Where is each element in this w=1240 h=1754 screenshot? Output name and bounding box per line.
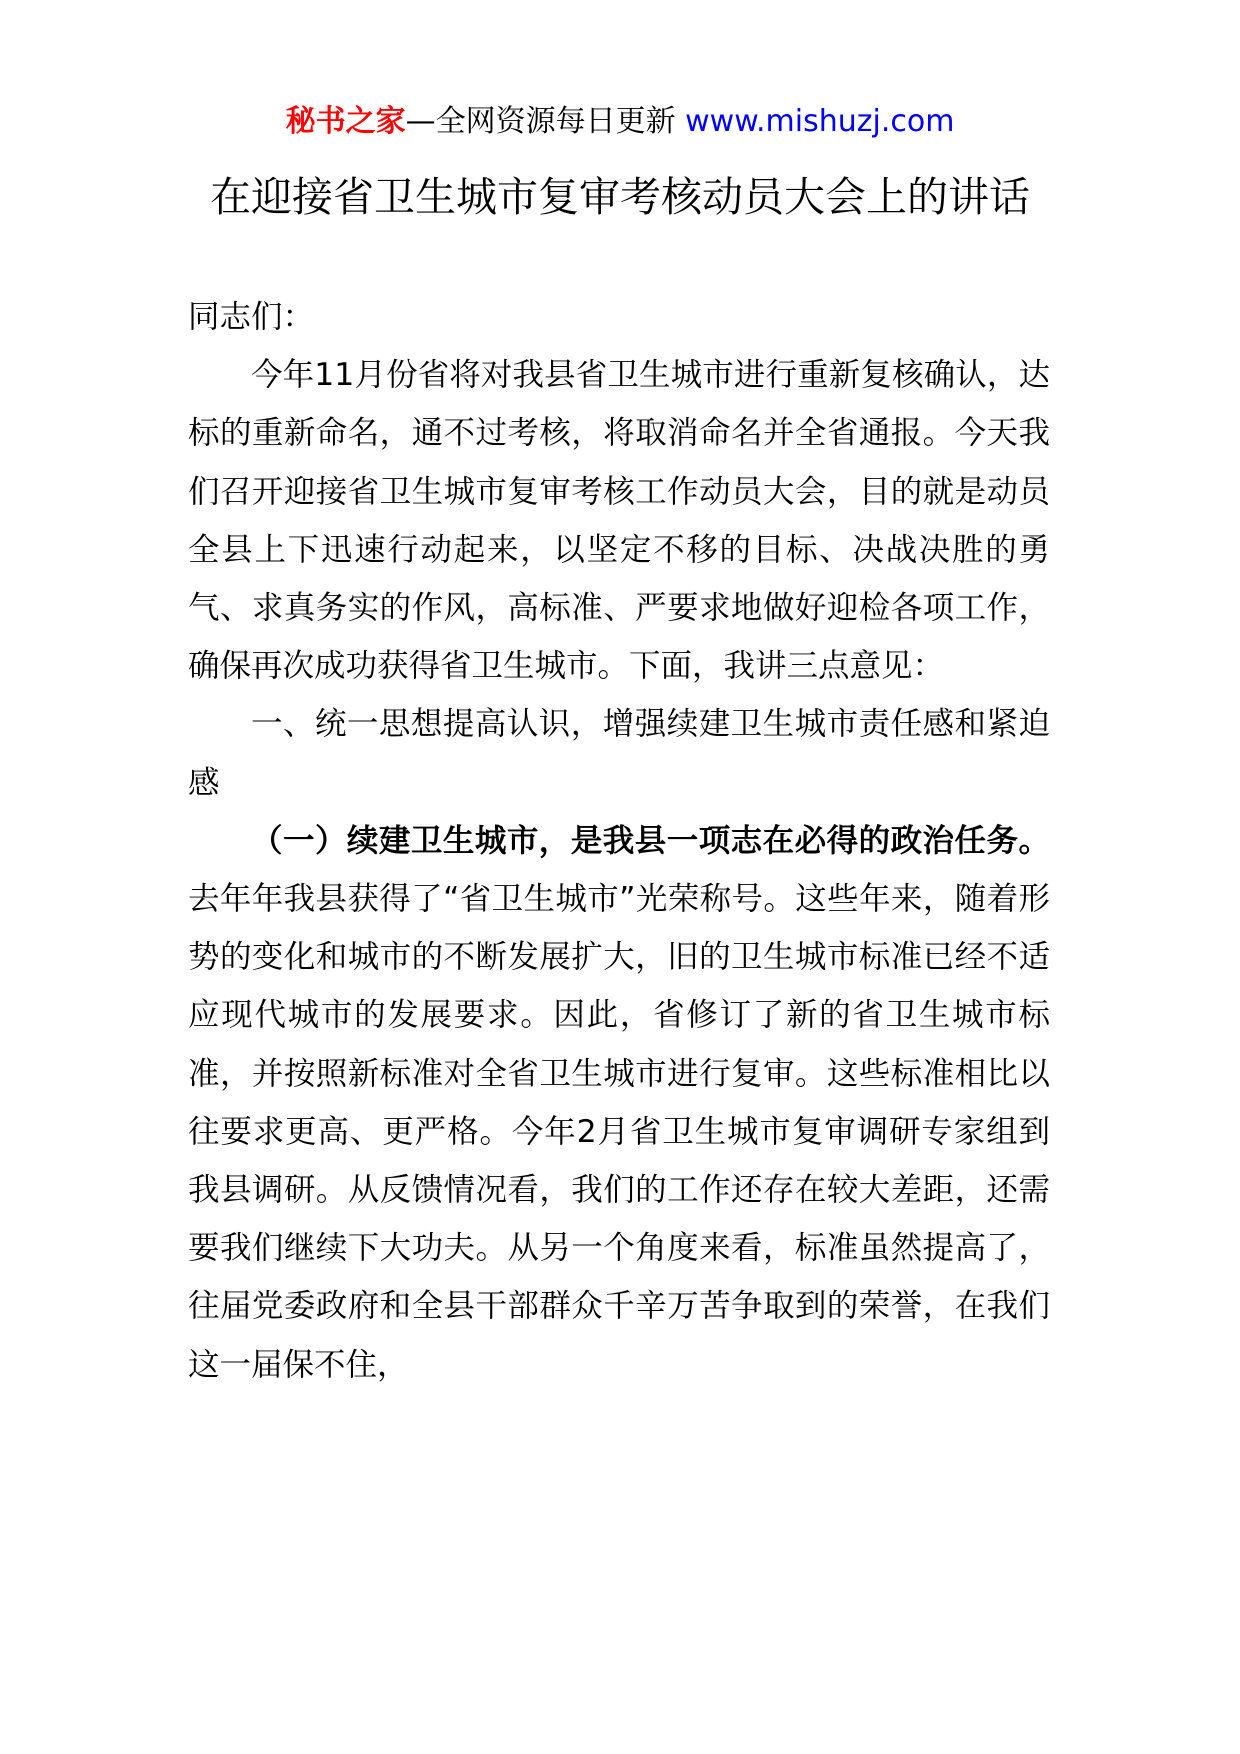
salutation: 同志们：	[188, 299, 315, 335]
paragraph-intro: 今年11月份省将对我县省卫生城市进行重新复核确认，达标的重新命名，通不过考核，将取消命名并全省通报。今天我们召开迎接省卫生城市复审考核工作动员大会，目的就是动员全县上下迅速行动起来，以坚定不移的目标、决战决胜的勇气、求真务实的作风，高标准、严要求地做好迎检各项工作，确保再次成功获得省卫生城市。下面，我讲三点意见：	[188, 357, 1050, 685]
document-title: 在迎接省卫生城市复审考核动员大会上的讲话	[210, 173, 1030, 221]
subsection-text: 去年年我县获得了“省卫生城市”光荣称号。这些年来，随着形势的变化和城市的不断发展扩大，旧的卫生城市标准已经不适应现代城市的发展要求。因此，省修订了新的省卫生城市标准，并按照新标准对全省卫生城市进行复审。这些标准相比以往要求更高、更严格。今年2月省卫生城市复审调研专家组到我县调研。从反馈情况看，我们的工作还存在较大差距，还需要我们继续下大功夫。从另一个角度来看，标准虽然提高了，往届党委政府和全县干部群众千辛万苦争取到的荣誉，在我们这一届保不住，	[188, 881, 1050, 1383]
paragraph-subsection-1	[188, 812, 1050, 1394]
header-slogan: —全网资源每日更新	[405, 104, 676, 139]
document-body	[188, 288, 1050, 1394]
site-header	[0, 100, 1240, 144]
section-heading-1: 一、统一思想提高认识，增强续建卫生城市责任感和紧迫感	[188, 706, 1050, 801]
subsection-heading: （一）续建卫生城市，是我县一项志在必得的政治任务。	[251, 822, 1050, 859]
site-url-link[interactable]: www.mishuzj.com	[685, 104, 955, 139]
brand-name: 秘书之家	[285, 104, 406, 139]
